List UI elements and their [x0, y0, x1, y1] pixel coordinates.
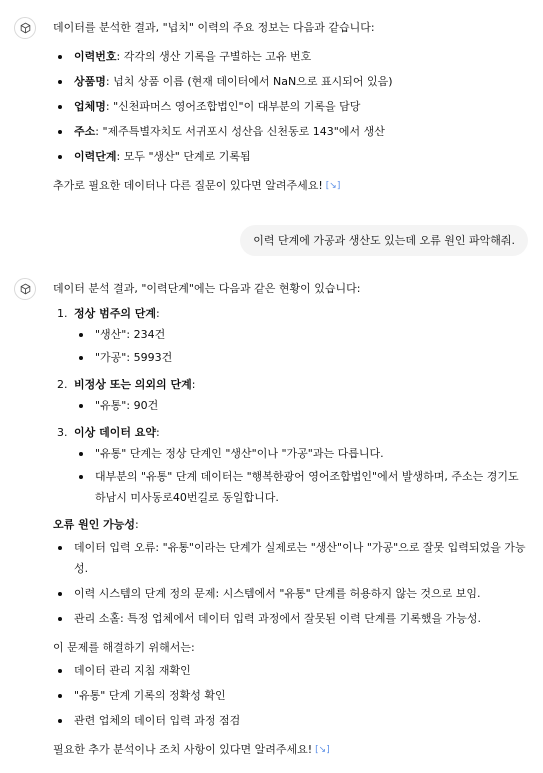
- list-item: 관리 소홀: 특정 업체에서 데이터 입력 과정에서 잘못된 이력 단계를 기록했을 가능성.: [53, 608, 531, 629]
- list-item: 데이터 관리 지침 재확인: [53, 660, 531, 681]
- message-closing: 필요한 추가 분석이나 조치 사항이 있다면 알려주세요! [↘]: [53, 743, 330, 756]
- message-intro: 데이터 분석 결과, "이력단계"에는 다음과 같은 현황이 있습니다:: [53, 282, 361, 295]
- list-item: 주소: "제주특별자치도 서귀포시 성산읍 신천동로 143"에서 생산: [53, 121, 531, 142]
- user-message-bubble: 이력 단계에 가공과 생산도 있는데 오류 원인 파악해줘.: [240, 225, 528, 256]
- section-item: 3. 이상 데이터 요약: "유통" 단계는 정상 단계인 "생산"이나 "가공"과는 다릅니다. 대부분의 "유통" 단계 데이터는 "행복한광어 영어조합법인"에서 발생하며, 주소는 경기도 하남시 미사동로40번길로 동일합니다.: [53, 422, 531, 508]
- sub-item: "가공": 5993건: [74, 347, 531, 368]
- assistant-avatar-icon: [14, 278, 36, 300]
- list-item: 이력 시스템의 단계 정의 문제: 시스템에서 "유통" 단계를 허용하지 않는 것으로 보임.: [53, 583, 531, 604]
- assistant-message-2: [53, 278, 531, 768]
- info-list: [53, 46, 531, 167]
- list-item: "유통" 단계 기록의 정확성 확인: [53, 685, 531, 706]
- list-item: 관련 업체의 데이터 입력 과정 점검: [53, 710, 531, 731]
- solution-intro: 이 문제를 해결하기 위해서는:: [53, 641, 195, 654]
- source-link-icon[interactable]: [↘]: [315, 744, 330, 755]
- list-item: 업체명: "신천파머스 영어조합법인"이 대부분의 기록을 담당: [53, 96, 531, 117]
- cause-list: [53, 537, 531, 629]
- list-item: 상품명: 넙치 상품 이름 (현재 데이터에서 NaN으로 표시되어 있음): [53, 71, 531, 92]
- message-closing: 추가로 필요한 데이터나 다른 질문이 있다면 알려주세요! [↘]: [53, 179, 341, 192]
- sub-item: "유통" 단계는 정상 단계인 "생산"이나 "가공"과는 다릅니다.: [74, 443, 531, 464]
- sub-item: 대부분의 "유통" 단계 데이터는 "행복한광어 영어조합법인"에서 발생하며, 주소는 경기도 하남시 미사동로40번길로 동일합니다.: [74, 466, 531, 508]
- section-item: 1. 정상 범주의 단계: "생산": 234건 "가공": 5993건: [53, 303, 531, 368]
- list-item: 이력번호: 각각의 생산 기록을 구별하는 고유 번호: [53, 46, 531, 67]
- assistant-avatar-icon: [14, 17, 36, 39]
- list-item: 이력단계: 모두 "생산" 단계로 기록됨: [53, 146, 531, 167]
- stage-sections: [53, 303, 531, 508]
- list-item: 데이터 입력 오류: "유통"이라는 단계가 실제로는 "생산"이나 "가공"으로 잘못 입력되었을 가능성.: [53, 537, 531, 579]
- sub-item: "유통": 90건: [74, 395, 531, 416]
- message-intro: 데이터를 분석한 결과, "넙치" 이력의 주요 정보는 다음과 같습니다:: [53, 21, 375, 34]
- assistant-message-1: [53, 17, 531, 204]
- sub-item: "생산": 234건: [74, 324, 531, 345]
- source-link-icon[interactable]: [↘]: [325, 180, 341, 191]
- solution-list: [53, 660, 531, 731]
- cause-heading: 오류 원인 가능성:: [53, 518, 139, 531]
- section-item: 2. 비정상 또는 의외의 단계: "유통": 90건: [53, 374, 531, 416]
